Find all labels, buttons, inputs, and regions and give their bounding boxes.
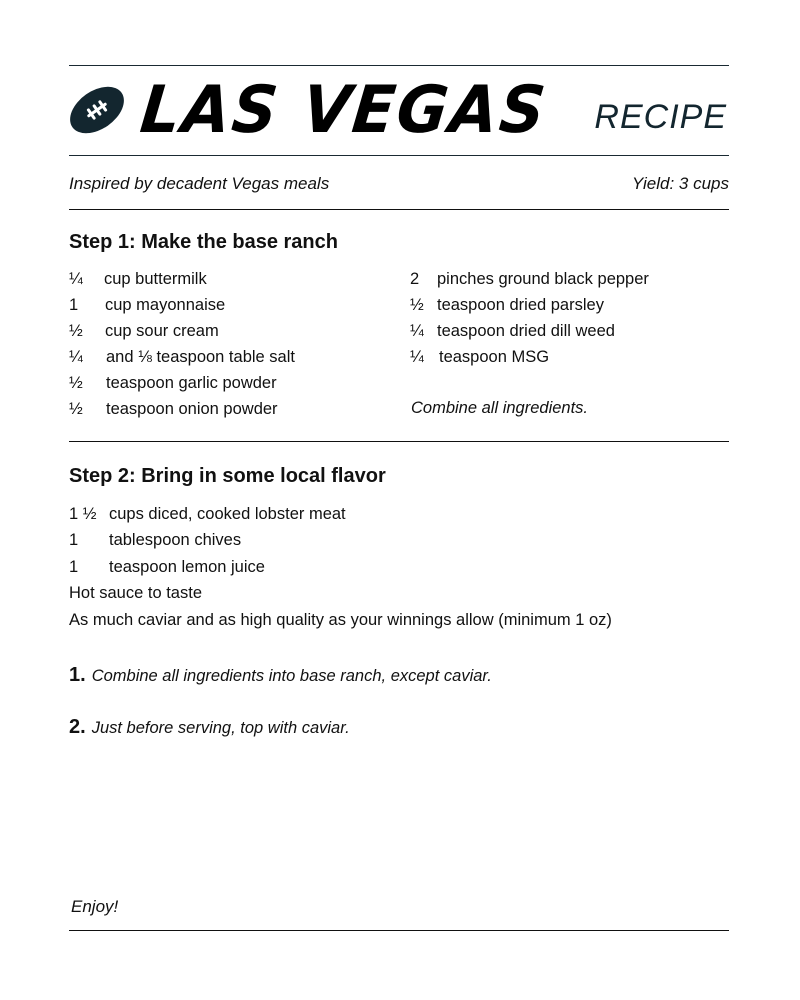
ingredient-item xyxy=(69,527,241,553)
ingredient-text: teaspoon onion powder xyxy=(106,400,278,418)
ingredient-item xyxy=(410,344,549,370)
ingredient-item xyxy=(69,554,265,580)
ingredient-qty: ½ xyxy=(69,374,83,392)
ingredient-item xyxy=(410,318,615,344)
ingredient-item xyxy=(69,370,277,396)
ingredient-qty: ¼ xyxy=(410,322,424,340)
ingredient-text: teaspoon garlic powder xyxy=(106,374,277,392)
step1-note: Combine all ingredients. xyxy=(411,399,589,417)
header-rule xyxy=(69,155,729,156)
instruction-number: 1. xyxy=(69,664,86,686)
ingredient-item xyxy=(69,501,346,527)
instruction-item xyxy=(69,664,492,687)
recipe-label: RECIPE xyxy=(594,98,727,136)
ingredient-qty: ½ xyxy=(69,400,83,418)
subtitle-rule xyxy=(69,209,729,210)
ingredient-qty: 1 ½ xyxy=(69,505,97,523)
ingredient-text: and ⅛ teaspoon table salt xyxy=(106,348,295,366)
ingredient-text: tablespoon chives xyxy=(109,531,242,549)
closing-text: Enjoy! xyxy=(71,897,119,916)
instruction-number: 2. xyxy=(69,716,86,738)
step1-title: Step 1: Make the base ranch xyxy=(69,231,338,253)
ingredient-text: teaspoon dried parsley xyxy=(437,296,604,314)
ingredient-qty: ¼ xyxy=(69,270,83,288)
subtitle: Inspired by decadent Vegas meals xyxy=(69,174,330,193)
ingredient-item xyxy=(69,318,219,344)
ingredient-text: teaspoon MSG xyxy=(439,348,550,366)
bottom-rule xyxy=(69,930,729,931)
ingredient-item xyxy=(69,344,295,370)
ingredient-text: teaspoon dried dill weed xyxy=(437,322,615,340)
ingredient-qty: ¼ xyxy=(410,348,424,366)
ingredient-item xyxy=(410,292,604,318)
ingredient-text: cup sour cream xyxy=(105,322,219,340)
extra-ingredient: As much caviar and as high quality as your winnings allow (minimum 1 oz) xyxy=(69,611,612,629)
ingredient-text: cup buttermilk xyxy=(104,270,207,288)
ingredient-qty: ½ xyxy=(410,296,424,314)
page-title: LAS VEGAS xyxy=(137,71,551,148)
recipe-header xyxy=(69,66,729,154)
ingredient-item xyxy=(69,396,278,422)
ingredient-qty: ¼ xyxy=(69,348,83,366)
ingredient-item xyxy=(69,292,225,318)
instruction-text: Combine all ingredients into base ranch, except caviar. xyxy=(91,667,492,685)
ingredient-text: cup mayonnaise xyxy=(105,296,226,314)
yield: Yield: 3 cups xyxy=(631,174,729,193)
step2-title: Step 2: Bring in some local flavor xyxy=(69,465,386,487)
ingredient-qty: ½ xyxy=(69,322,83,340)
ingredient-qty: 2 xyxy=(410,270,420,288)
ingredient-text: teaspoon lemon juice xyxy=(109,558,265,576)
ingredient-text: cups diced, cooked lobster meat xyxy=(109,505,346,523)
instruction-item xyxy=(69,716,350,739)
instruction-text: Just before serving, top with caviar. xyxy=(91,719,350,737)
ingredient-item xyxy=(410,266,649,292)
ingredient-item xyxy=(69,266,207,292)
ingredient-qty: 1 xyxy=(69,558,79,576)
step1-rule xyxy=(69,441,729,442)
ingredient-qty: 1 xyxy=(69,296,79,314)
ingredient-text: pinches ground black pepper xyxy=(437,270,649,288)
extra-ingredient: Hot sauce to taste xyxy=(69,584,202,602)
football-icon xyxy=(69,82,125,138)
ingredient-qty: 1 xyxy=(69,531,79,549)
